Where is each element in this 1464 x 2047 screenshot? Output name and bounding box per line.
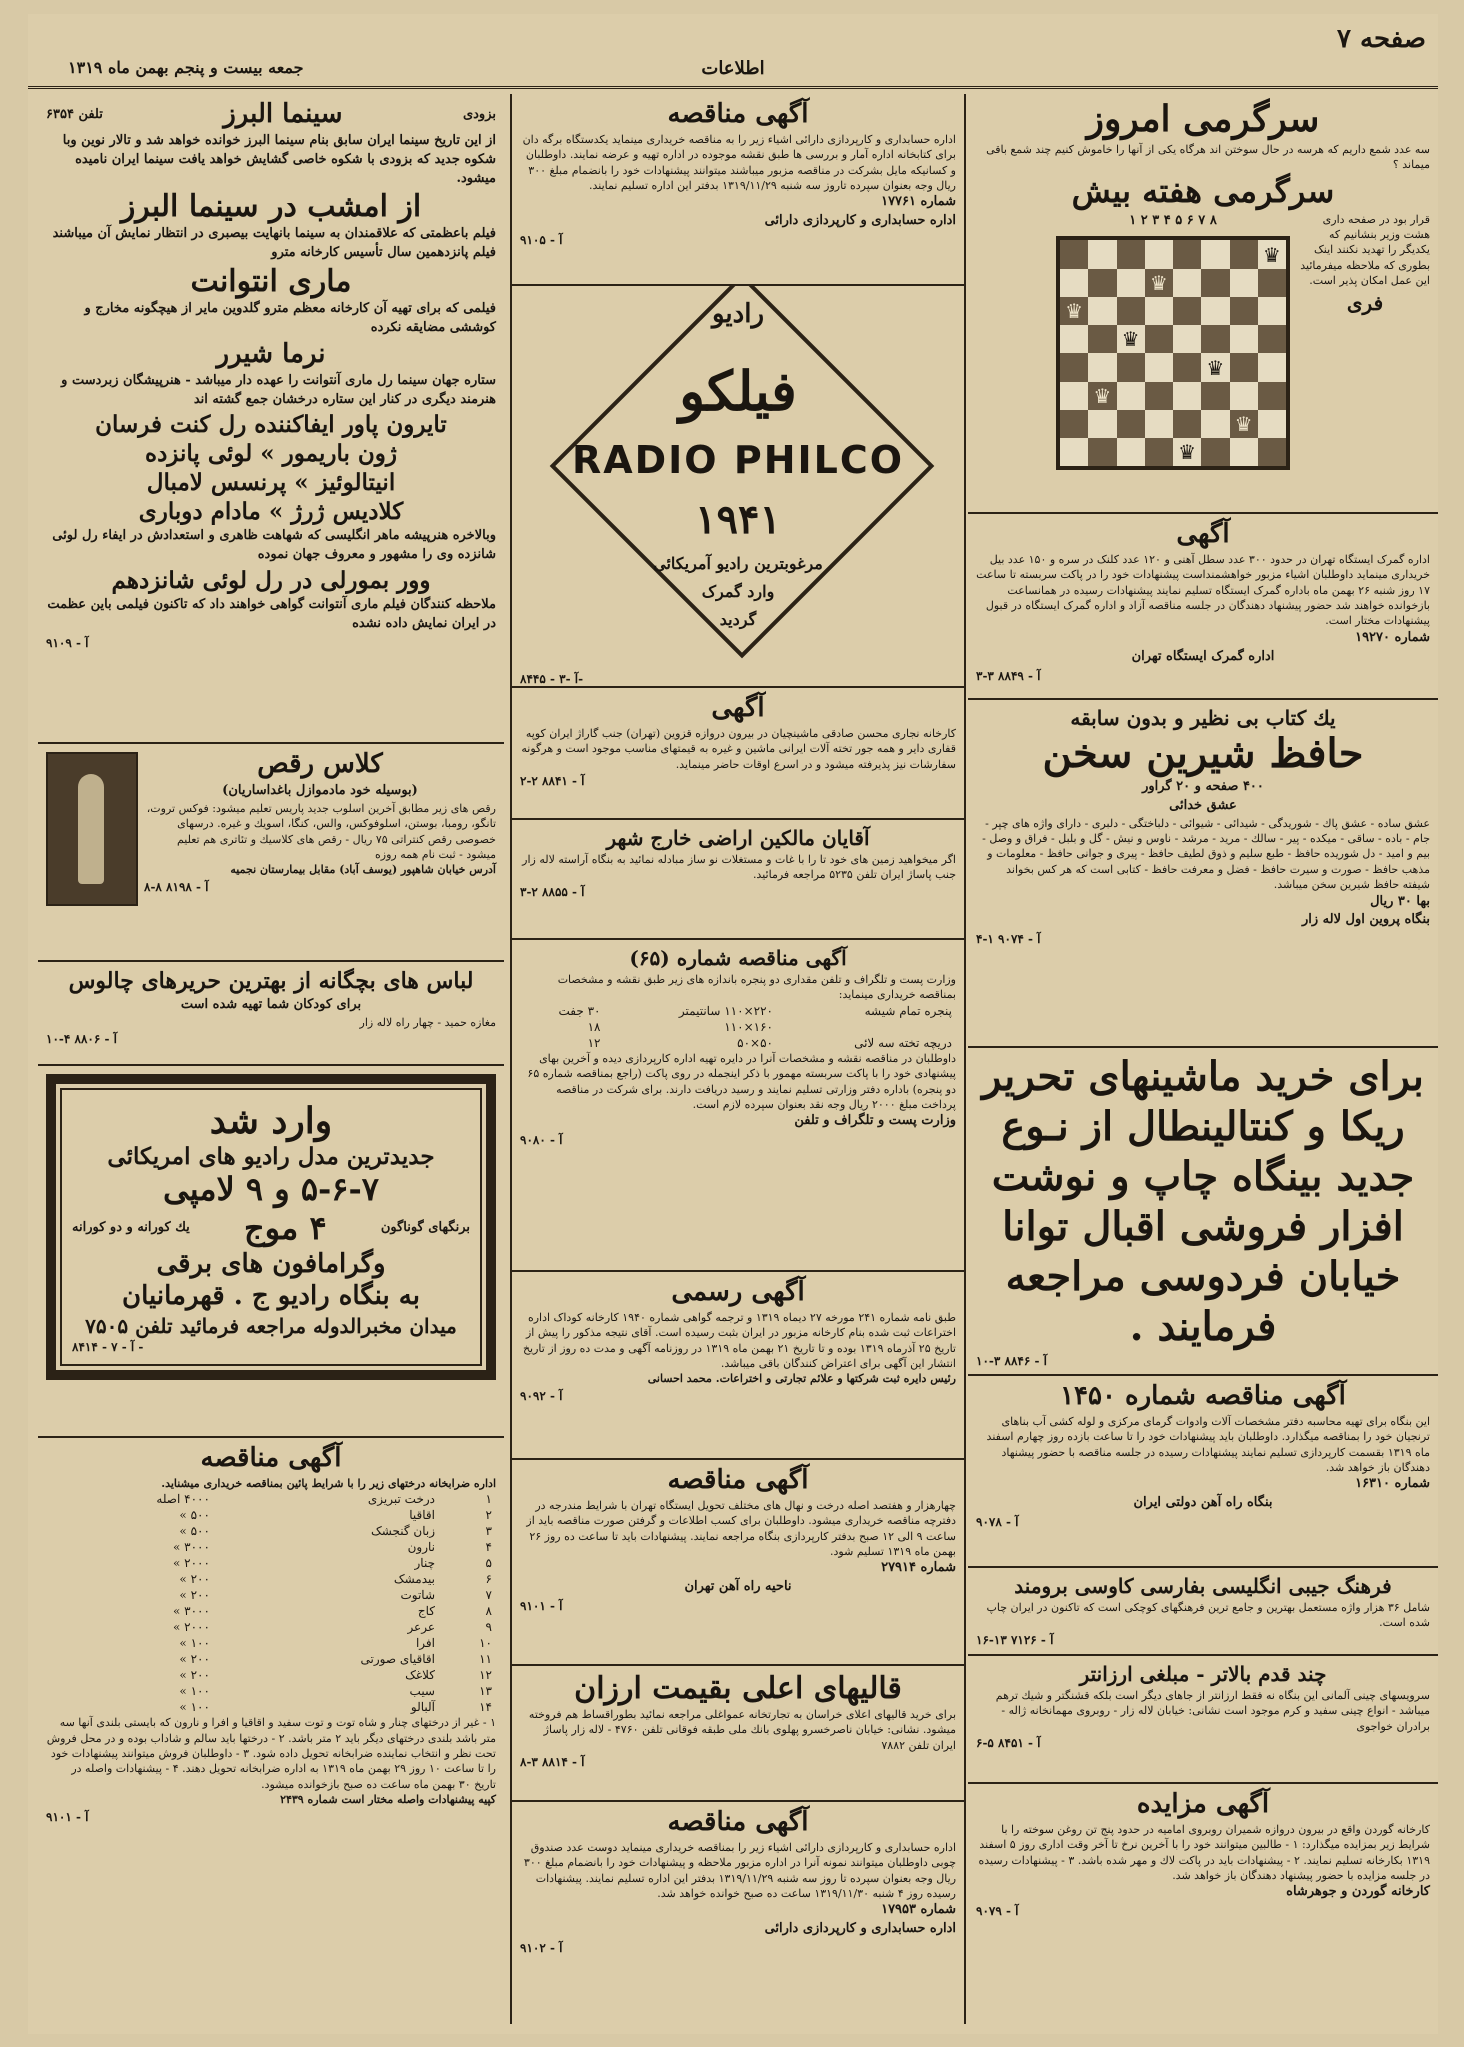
carpet-body: برای خرید قالیهای اعلای خراسان به تجارتخانه عمواغلی مراجعه نمائید بطوراقساط هم فروخته میشود. نشانی: خیابان ناصرخسرو پهلوی بانك ملی طبقه فوقانی تلفن ۴۷۶۰ - لاله زار پاساژ ایران تلفن ۷۸۸۲ [528, 1708, 956, 1752]
table-cell: ۱ [485, 1492, 492, 1507]
cinema-tonight: از امشب در سینما البرز [120, 189, 422, 225]
table-cell: ۱۲ [587, 1035, 601, 1050]
auction-body: کارخانه گوردن واقع در بیرون دروازه شمیران روبروی امامیه در حدود پنج تن روغن سوخته را با شرایط زیر بمزایده میگذارد: ۱ - طالبین میتوانند خود را با آخرین نرخ تا آخر وقت اداری روز ۵ اسفند ۱۳۱۹ بکارخانه تسلیم نمایند. ۲ - پیشنهادات باید در پاکت لاك و مهر شده باشد. ۳ - پیشنهادات رسیده در جلسه مزایده با حضور پیشنهاد دهندگان باز خواهد شد. [978, 1822, 1430, 1883]
chess-square [1201, 325, 1229, 353]
queen-icon: ♛ [1262, 242, 1281, 267]
dance-code: ۸-۸ ۸۱۹۸ - آ [144, 879, 209, 894]
chess-square [1173, 410, 1201, 438]
cinema-star-desc: ستاره جهان سینما رل ماری آنتوانت را عهده دار میباشد - هنرپیشگان زبردست و هنرمند دیگری در کنار این ستاره درخشان جمع گشته اند [61, 372, 496, 407]
table-cell: درخت تبریزی [367, 1492, 435, 1507]
cinema-top-right: بزودی [462, 107, 496, 123]
auction-code: ۹۰۷۹ - آ [976, 1904, 1019, 1919]
tender-1450-heading: آگهی مناقصه شماره ۱۴۵۰ [1060, 1381, 1346, 1411]
radio-ad [38, 1066, 504, 1438]
issue-date: جمعه بیست و پنجم بهمن ماه ۱۳۱۹ [68, 58, 304, 77]
queen-icon: ♛ [1178, 440, 1197, 465]
table-cell: ۱۶۰×۱۱۰ [724, 1019, 773, 1034]
table-cell: ۴۰۰۰ اصله [156, 1492, 210, 1507]
cinema-cast-1: تایرون پاور ایفاکننده رل کنت فرسان [95, 411, 447, 439]
table-cell: نارون [407, 1540, 435, 1555]
chess-square [1230, 382, 1258, 410]
tree-tender-intro: اداره ضرابخانه درختهای زیر را با شرایط پائین بمناقصه خریداری میشناید. [161, 1476, 496, 1490]
puzzle-signature: فری [1346, 290, 1384, 315]
puzzle-question: سه عدد شمع داریم که هرسه در حال سوختن اند هرگاه یکی از آنها را خاموش کنیم چند شمع باقی میماند ؟ [986, 142, 1430, 171]
table-cell: ۲ [485, 1508, 492, 1523]
chess-square [1173, 325, 1201, 353]
chess-square [1145, 353, 1173, 381]
tree-tender-signer: کپیه پیشنهادات واصله مختار است شماره ۲۴۳۹ [280, 1793, 496, 1807]
chess-square [1173, 240, 1201, 268]
finance-tender2-body: اداره حسابداری و کارپردازی دارائی اشیاء زیر را بمناقصه خریداری مینماید دوست عدد صندوق چوبی داوطلبان میتوانند نمونه آنرا در اداره مزبور ملاحظه و پیشنهادات خود را بانضمام مبلغ ۳۰۰ ریال وجه بعنوان سپرده تا روز سه شنبه ۱۳۱۹/۱۱/۲۹ بدفتر این اداره تسلیم نمایند. پیشنهادات رسیده روز ۴ شنبه ۱۳۱۹/۱۱/۳۰ ساعت ده صبح خوانده خواهد شد. [523, 1840, 956, 1901]
china-body: سرویسهای چینی آلمانی این بنگاه نه فقط ارزانتر از جاهای دیگر است بلکه قشنگتر و شیك ترهم میباشد - انواع چینی سفید و کرم موجود است نشانی: خیابان لاله زار - روبروی مهمانخانه ژاله - برادران خواجوی [995, 1689, 1430, 1733]
finance-tender-number: شماره ۱۷۷۶۱ [881, 194, 956, 210]
kids-address: مغازه حمید - چهار راه لاله زار [359, 1015, 496, 1029]
right-column [968, 94, 1438, 2024]
finance-tender-ad [512, 94, 964, 286]
railway-tender-number: شماره ۲۷۹۱۴ [881, 1560, 956, 1576]
book-shop: بنگاه پروین اول لاله زار [1301, 912, 1430, 928]
chess-square [1088, 438, 1116, 466]
radio-ad-frame [46, 1074, 496, 1380]
table-row [46, 1619, 496, 1635]
radio-line5: یك کورانه و دو کورانه [72, 1220, 190, 1236]
chess-square [1201, 269, 1229, 297]
chess-square [1230, 410, 1258, 438]
cinema-cast-4: کلادیس ژرژ » مادام دوباری [138, 498, 404, 526]
cinema-cast-2: ژون باریمور » لوئی پانزده [145, 440, 397, 468]
kids-clothes-ad [38, 962, 504, 1066]
puzzle-subtitle: سرگرمی هفته بیش [1071, 172, 1335, 211]
table-cell: ۱۲ [479, 1668, 492, 1683]
official-body: طبق نامه شماره ۲۴۱ مورخه ۲۷ دیماه ۱۳۱۹ و ترجمه گواهی شماره ۱۹۴۰ کارخانه کوداک اداره اختراعات ثبت شده بنام کارخانه مزبور در ایران بثبت رسیده است. آقای نتیجه مذکور را پیش از تاریخ ۲۵ آذرماه ۱۳۱۹ بوده و تا تاریخ ۲۱ بهمن ماه ۱۳۱۹ در روزنامه آگهی و مدت ده روز از تاریخ انتشار این آگهی برای اعتراض کنندگان باقی میباشد. [522, 1310, 956, 1371]
dance-subtitle: (بوسیله خود مادموازل باغداساریان) [222, 782, 418, 798]
table-row [520, 1019, 956, 1035]
chess-square [1201, 353, 1229, 381]
chess-square [1145, 438, 1173, 466]
chess-square [1201, 240, 1229, 268]
tree-table [46, 1491, 496, 1715]
radio-line2: ۵-۶-۷ و ۹ لامپی [163, 1170, 379, 1209]
auction-signer: کارخانه گوردن و جوهرشاه [1286, 1884, 1430, 1900]
railway-tender-signer: ناحیه راه آهن تهران [684, 1579, 792, 1595]
dictionary-ad [968, 1568, 1438, 1656]
railway-tender-heading: آگهی مناقصه [667, 1465, 809, 1495]
table-row [46, 1683, 496, 1699]
finance-tender-body: اداره حسابداری و کارپردازی دارائی اشیاء زیر را به مناقصه خریداری مینماید یکدستگاه برگه دان برای کتابخانه اداره آمار و بررسی ها طبق نقشه موجوده در اداره تهیه و عرضه نمایند. داوطلبان و کسانیکه مایل بشرکت در مناقصه مزبور میباشند میتوانند پیشنهادات خود را بانضمام مبلغ ۳۰۰ ریال وجه بعنوان سپرده تاروز سه شنبه ۱۳۱۹/۱۱/۲۹ بدفتر این اداره تسلیم نمایند. [522, 132, 956, 193]
customs-number: شماره ۱۹۲۷۰ [1355, 629, 1430, 645]
customs-code: ۳-۳ ۸۸۴۹ - آ [976, 668, 1041, 683]
tree-tender-conditions: ۱ - غیر از درختهای چنار و شاه توت و توت سفید و اقاقیا و افرا و نارون که بایستی بلندی آنها سه متر باشد بلندی درختهای دیگر باید ۲ متر باشد. ۲ - درختها باید سالم و شاداب بوده و در محل فروش تحت نظر و انتخاب نماینده ضرابخانه تحویل داده شود. ۳ - داوطلبان فروش میتوانند پیشنهادات خود را تا ساعت ۱۰ روز ۲۹ بهمن ماه ۱۳۱۹ به اداره ضرابخانه تحویل دهند. ۴ - پیشنهادات واصله در تاریخ ۳۰ بهمن ماه ساعت ده صبح بازخوانده میشود. [46, 1716, 496, 1791]
philco-code: ۸۴۴۵ - آ -۳- [520, 672, 584, 686]
kids-body: برای کودکان شما تهیه شده است [180, 997, 362, 1012]
radio-line8: میدان مخبرالدوله مراجعه فرمائید تلفن ۷۵۰۵ [85, 1314, 457, 1339]
table-row [46, 1667, 496, 1683]
chess-square [1201, 297, 1229, 325]
post-tender-signer: وزارت پست و تلگراف و تلفن [794, 1113, 956, 1129]
kids-title: لباس های بچگانه از بهترین حریرهای چالوس [68, 968, 474, 994]
chess-square [1173, 353, 1201, 381]
table-cell: ۳۰۰۰ » [172, 1540, 210, 1555]
radio-line3: برنگهای گوناگون [380, 1220, 470, 1236]
philco-ad [512, 286, 964, 688]
cinema-header [46, 98, 496, 132]
dancer-illustration [46, 752, 138, 906]
chess-square [1060, 438, 1088, 466]
table-row [520, 1003, 956, 1019]
table-cell: بیدمشک [393, 1572, 435, 1587]
cinema-star: نرما شیرر [216, 338, 326, 369]
table-cell: ۵۰۰ » [179, 1524, 210, 1539]
cinema-name: سینما البرز [223, 99, 343, 129]
finance-tender-heading: آگهی مناقصه [667, 99, 809, 129]
chess-square [1258, 240, 1286, 268]
table-cell: ۴ [485, 1540, 492, 1555]
table-row [46, 1555, 496, 1571]
table-row [46, 1571, 496, 1587]
finance-tender-signer: اداره حسابداری و کارپردازی دارائی [764, 213, 956, 229]
masthead [28, 14, 1438, 89]
tree-tender-code: ۹۱۰۱ - آ [46, 1809, 89, 1824]
cinema-note: ملاحظه کنندگان فیلم ماری آنتوانت گواهی خواهند داد که تاکنون فیلمی باین عظمت در ایران نمایش داده نشده [47, 597, 496, 631]
radio-bands-row [72, 1209, 470, 1248]
puzzle-side-text: قرار بود در صفحه داری هشت وزیر بنشانیم که یکدیگر را تهدید نکنند اینک بطوری که ملاحظه میفرمائید این عمل امکان پذیر است. [1300, 212, 1430, 288]
chess-square [1201, 410, 1229, 438]
book-subtitle: عشق خدائی [1169, 797, 1237, 813]
railway-tender-ad [512, 1460, 964, 1666]
carpet-title: قالیهای اعلی بقیمت ارزان [574, 1671, 902, 1706]
queen-icon: ♛ [1065, 299, 1084, 324]
cinema-code: ۹۱۰۹ - آ [46, 635, 89, 650]
chess-square [1088, 382, 1116, 410]
chess-square [1060, 240, 1088, 268]
table-row [46, 1507, 496, 1523]
queen-icon: ♛ [1234, 412, 1253, 437]
chess-square [1258, 353, 1286, 381]
railway-tender-body: چهارهزار و هفتصد اصله درخت و نهال های مختلف تحویل ایستگاه تهران با شرایط مندرجه در دفترچه مناقصه خریداری میشود. داوطلبان برای کسب اطلاعات و گرفتن صورت مناقصه باید از ساعت ۹ الی ۱۲ صبح بدفتر کارپردازی بنگاه مراجعه نمایند. پیشنهادات باید تا ساعت ده روز ۲۶ بهمن ماه ۱۳۱۹ تسلیم شود. [526, 1498, 956, 1559]
book-price: بها ۳۰ ریال [1370, 893, 1430, 909]
chess-square [1258, 325, 1286, 353]
chess-square [1145, 382, 1173, 410]
table-cell: ۱۴ [479, 1700, 492, 1715]
table-cell [777, 1019, 956, 1035]
tender-1450-ad [968, 1376, 1438, 1568]
chess-square [1201, 438, 1229, 466]
chess-square [1060, 353, 1088, 381]
cinema-film-intro: فیلم باعظمتی که علاقمندان به سینما بانهایت بیصبری در انتظار نمایش آن میباشند فیلم پانزدهمین سال تأسیس کارخانه مترو [52, 226, 496, 261]
cinema-intro: از این تاریخ سینما ایران سابق بنام سینما البرز خوانده خواهد شد و تالار نوین وبا شکوه جدید که بزودی با شکوه خاصی گشایش خواهد یافت سینما ایران نامیده میشود. [62, 132, 496, 186]
workshop-heading: آگهی [711, 693, 765, 723]
chess-square [1088, 353, 1116, 381]
finance-tender2-signer: اداره حسابداری و کارپردازی دارائی [764, 1921, 956, 1937]
chess-square [1117, 240, 1145, 268]
chess-square [1173, 269, 1201, 297]
chess-square [1145, 325, 1173, 353]
table-cell: ۱۰ [479, 1636, 492, 1651]
table-row [46, 1699, 496, 1715]
chess-square [1117, 269, 1145, 297]
table-row [46, 1635, 496, 1651]
tree-tender-heading: آگهی مناقصه [200, 1443, 342, 1473]
chess-square [1117, 410, 1145, 438]
china-title: چند قدم بالاتر - مبلغی ارزانتر [1079, 1662, 1327, 1686]
cinema-outro: وبالاخره هنرپیشه ماهر انگلیسی که شهاهت ظاهری و استعدادش در ایفاء رل لوئی شانزده وی را مشهور و معروف جهان نموده [52, 528, 496, 563]
customs-signer: اداره گمرک ایستگاه تهران [1131, 648, 1275, 664]
table-cell: ۵۰۰ » [179, 1508, 210, 1523]
table-cell: اقاقیای صورتی [360, 1652, 435, 1667]
cinema-last-star: وور بمورلی در رل لوئی شانزدهم [111, 567, 431, 595]
table-cell: کلاغک [405, 1668, 435, 1683]
chess-square [1230, 297, 1258, 325]
post-tender-heading: آگهی مناقصه شماره (۶۵) [629, 946, 847, 970]
chess-square [1060, 297, 1088, 325]
table-cell: ۲۰۰۰ » [172, 1620, 210, 1635]
chess-square [1258, 297, 1286, 325]
workshop-body: کارخانه نجاری محسن صادقی ماشینچیان در بیرون دروازه قزوین (تهران) جنب گاراژ ایران کوپه قفاری دایر و همه جور تخته آلات ایرانی ماشین و غیره به قیمتهای مناسب موجود است و هرگونه سفارشات نیز پذیرفته میشود و در اسرع اوقات حاضر مینماید. [521, 726, 956, 771]
cinema-phone: تلفن ۶۳۵۴ [46, 107, 103, 123]
queen-icon: ♛ [1149, 270, 1168, 295]
puzzle-explanation [1300, 212, 1430, 317]
table-row [46, 1603, 496, 1619]
philco-top: رادیو [711, 299, 765, 329]
table-cell: آلبالو [410, 1700, 435, 1715]
table-cell: ۵ [485, 1556, 492, 1571]
radio-line1: جدیدترین مدل رادیو های امریکائی [107, 1142, 435, 1170]
chess-square [1230, 269, 1258, 297]
philco-year: ۱۹۴۱ [695, 496, 781, 543]
landowners-ad [512, 820, 964, 940]
book-body: عشق ساده - عشق پاك - شوریدگی - شیدائی - شیوائی - دلباختگی - دلبری - دارای واژه های چپر - جام - باده - ساقی - میکده - پیر - سالك - مرید - مرشد - ناوس و نیش - گل و بلبل - فراق و وصل - بیم و امید - دل شوریده حافظ - طبع سلیم و ذوق لطیف حافظ - پیری و جوانی حافظ - معلومات و مذهب حافظ - صورت و سیرت حافظ - فضل و معرفت حافظ - کتابی است که هر کس بخواند شیفته حافظ شیرین سخن میباشد. [982, 816, 1430, 892]
book-ad [968, 700, 1438, 1048]
chess-square [1258, 438, 1286, 466]
dictionary-code: ۱۶-۱۳ ۷۱۲۶ - آ [976, 1632, 1054, 1647]
table-cell: ۱۰۰ » [179, 1684, 210, 1699]
newspaper-page [28, 14, 1438, 2034]
cinema-ad [38, 94, 504, 744]
table-cell: ۲۲۰×۱۱۰ سانتیمتر [678, 1003, 773, 1018]
table-cell: شاتوت [400, 1588, 435, 1603]
chess-square [1117, 382, 1145, 410]
book-title: حافظ شیرین سخن [1042, 730, 1364, 777]
post-tender-table [520, 1003, 956, 1051]
book-pages: ۴۰۰ صفحه و ۲۰ گراور [1142, 779, 1264, 794]
cinema-cast-3: انیتالوئیز » پرنسس لامبال [146, 469, 396, 497]
dance-title: کلاس رقص [257, 749, 383, 779]
chess-square [1060, 269, 1088, 297]
tender-1450-body: این بنگاه برای تهیه محاسبه دفتر مشخصات آلات وادوات گرمای مرکزی و لوله کشی آب بناهای ترنجیان خود را بمناقصه میگذارد. داوطلبان باید پیشنهادات خود را تا ساعت بازده روز چهارم اسفند ماه ۱۳۱۹ بقسمت کارپردازی تسلیم نمایند پیشنهادات رسیده در جلسه مناقصه با حضور پیشنهاد دهندگان باز خواهد شد. [986, 1414, 1430, 1475]
table-row [46, 1523, 496, 1539]
finance-tender2-code: ۹۱۰۲ - آ [520, 1941, 563, 1956]
table-cell: ۲۰۰۰ » [172, 1556, 210, 1571]
philco-line2: وارد گمرک [701, 582, 775, 601]
queen-icon: ♛ [1206, 355, 1225, 380]
philco-line3: گردید [719, 610, 757, 629]
auction-ad [968, 1784, 1438, 2024]
tender-1450-number: شماره ۱۶۳۱۰ [1355, 1476, 1430, 1492]
customs-ad [968, 514, 1438, 700]
table-row [46, 1539, 496, 1555]
table-cell: ۳ [485, 1524, 492, 1539]
table-cell: زبان گنجشک [371, 1524, 435, 1539]
left-column [38, 94, 504, 2024]
book-intro: یك کتاب بی نظیر و بدون سابقه [1070, 706, 1336, 730]
chess-square [1117, 325, 1145, 353]
cinema-film-desc: فیلمی که برای تهیه آن کارخانه معظم مترو گلدوین مایر از هیچگونه مخارج و کوششی مضایقه نکرده [84, 301, 496, 335]
table-cell: ۱۱ [479, 1652, 492, 1667]
chess-square [1088, 297, 1116, 325]
dance-body: رقص های زیر مطابق آخرین اسلوب جدید پاریس تعلیم میشود: فوکس تروت، تانگو، رومبا، بوستن، اسلوفوکس، والس، کنگا، اسویك و غیره. درسهای خصوصی رقص کنتراتی ۷۵ ریال - رقص های کلاسیك و تئاتری هم تعلیم میشود - ثبت نام همه روزه [146, 801, 496, 861]
finance-tender2-number: شماره ۱۷۹۵۳ [881, 1902, 956, 1918]
chess-square [1060, 410, 1088, 438]
auction-heading: آگهی مزایده [1136, 1789, 1270, 1819]
tree-tender-ad [38, 1438, 504, 2022]
table-row [46, 1587, 496, 1603]
official-code: ۹۰۹۲ - آ [520, 1388, 563, 1403]
chess-square [1060, 325, 1088, 353]
workshop-ad [512, 688, 964, 820]
finance-tender2-ad [512, 1802, 964, 2024]
dance-ad [38, 744, 504, 962]
finance-tender2-heading: آگهی مناقصه [667, 1807, 809, 1837]
dictionary-title: فرهنگ جیبی انگلیسی بفارسی کاوسی برومند [1014, 1574, 1392, 1598]
chess-square [1117, 438, 1145, 466]
table-cell: عرعر [407, 1620, 435, 1635]
carpet-ad [512, 1666, 964, 1802]
table-row [46, 1651, 496, 1667]
landowners-code: ۳-۲ ۸۸۵۵ - آ [520, 884, 585, 899]
table-row [46, 1491, 496, 1507]
table-cell: ۶ [485, 1572, 492, 1587]
landowners-body: اگر میخواهید زمین های خود تا را با غات و مستغلات نو ساز مبادله نمائید به بنگاه آراسته لاله زار جنب پاساژ ایران تلفن ۵۲۳۵ مراجعه فرمائید. [522, 853, 956, 882]
table-cell: ۲۰۰ » [179, 1572, 210, 1587]
customs-body: اداره گمرک ایستگاه تهران در حدود ۳۰۰ عدد سطل آهنی و ۱۲۰ عدد کلنک در سره و ۱۵۰ عدد بیل خریداری مینماید داوطلبان اشیاء مزبور خواهشمنداست پیشنهادات خود را در پاکت سربسته تا ساعت ۱۷ روز شنبه ۲۶ بهمن ماه باداره گمرک ایستگاه تسلیم نمایند پیشنهادات رسیده در همانساعت بازخوانده خواهند شد حضور پیشنهاد دهندگان در جلسه مناقصه آزاد و اداره گمرک ایستگاه در قبول پیشنهادات مختار است. [976, 552, 1430, 628]
radio-title: وارد شد [209, 1100, 333, 1142]
post-tender-code: ۹۰۸۰ - آ [520, 1133, 563, 1148]
chess-board [1056, 236, 1290, 470]
radio-line7: به بنگاه رادیو ج . قهرمانیان [122, 1281, 420, 1312]
china-ad [968, 1656, 1438, 1784]
railway-tender-code: ۹۱۰۱ - آ [520, 1599, 563, 1614]
chess-square [1173, 438, 1201, 466]
queen-icon: ♛ [1121, 327, 1140, 352]
chess-square [1088, 269, 1116, 297]
tender-1450-signer: بنگاه راه آهن دولتی ایران [1133, 1495, 1273, 1511]
radio-line6: وگرامافون های برقی [156, 1249, 386, 1280]
post-tender-body: وزارت پست و تلگراف و تلفن مقداری دو پنجره باندازه های زیر طبق نقشه و مشخصات بمناقصه خریداری مینماید: [557, 973, 956, 1002]
dictionary-body: شامل ۳۶ هزار واژه مستعمل بهترین و جامع ترین فرهنگهای کوچکی است که تاکنون در ایران چاپ شده است. [986, 1601, 1430, 1630]
chess-square [1173, 382, 1201, 410]
typewriter-ad [968, 1048, 1438, 1376]
page-number: صفحه ۷ [1337, 24, 1426, 54]
table-cell: اقاقیا [409, 1508, 435, 1523]
table-cell: چنار [414, 1556, 435, 1571]
post-tender-body2: داوطلبان در مناقصه نقشه و مشخصات آنرا در دایره تهیه اداره کارپردازی دیده و آخرین بهای پیشنهادی خود را با پاکت سربسته مهمور با ذکر اینجمله در روی پاکت (راجع بمناقصه شماره ۶۵ دو پنجره) باداره دفتر وزارتی تسلیم نمایند و رسید دریافت دارند. برای شرکت در مناقصه پرداخت مبلغ ۲۰۰۰ ریال وجه نقد بعنوان سپرده لازم است. [527, 1051, 956, 1111]
chess-square [1201, 382, 1229, 410]
chess-square [1230, 438, 1258, 466]
chess-square [1145, 297, 1173, 325]
philco-diamond-frame [520, 290, 956, 670]
table-cell: کاج [417, 1604, 435, 1619]
puzzle-title: سرگرمی امروز [1086, 98, 1320, 140]
chess-square [1258, 382, 1286, 410]
table-cell: ۲۰۰ » [179, 1668, 210, 1683]
chess-square [1088, 325, 1116, 353]
chess-square [1117, 353, 1145, 381]
chess-square [1173, 297, 1201, 325]
china-code: ۶-۵ ۸۴۵۱ - آ [976, 1736, 1041, 1751]
typewriter-text: برای خرید ماشینهای تحریر ریکا و کنتالینطال از نـوع جدید بینگاه چاپ و نوشت افزار فروشی اقبال توانا خیابان فردوسی مراجعه فرمایند . [982, 1053, 1424, 1350]
chess-square [1145, 269, 1173, 297]
book-code: ۴-۱ ۹۰۷۴ - آ [976, 932, 1041, 947]
table-cell: ۸ [485, 1604, 492, 1619]
table-cell: ۳۰۰۰ » [172, 1604, 210, 1619]
table-cell: ۱۰۰ » [179, 1700, 210, 1715]
official-heading: آگهی رسمی [671, 1277, 805, 1307]
table-cell: ۲۰۰ » [179, 1652, 210, 1667]
cinema-film: ماری انتوانت [190, 264, 352, 300]
chess-square [1145, 410, 1173, 438]
puzzle-box [968, 94, 1438, 514]
table-cell: ۱۸ [587, 1019, 601, 1034]
chess-square [1258, 269, 1286, 297]
table-cell: ۷ [485, 1588, 492, 1603]
chess-square [1230, 240, 1258, 268]
philco-line1: مرغوبترین رادیو آمریکائی [653, 554, 823, 573]
chess-square [1230, 325, 1258, 353]
tender-1450-code: ۹۰۷۸ - آ [976, 1515, 1019, 1530]
newspaper-title: اطلاعات [701, 58, 765, 79]
chess-square [1145, 240, 1173, 268]
chess-square [1088, 240, 1116, 268]
table-cell: ۳۰ جفت [558, 1003, 601, 1018]
chess-file-labels: ۸ ۷ ۶ ۵ ۴ ۳ ۲ ۱ [1129, 212, 1217, 228]
table-cell: دریچه تخته سه لائی [854, 1035, 952, 1050]
radio-line4: ۴ موج [243, 1209, 327, 1248]
post-tender-ad [512, 940, 964, 1272]
chess-square [1117, 297, 1145, 325]
official-ad [512, 1272, 964, 1460]
workshop-code: ۲-۲ ۸۸۴۱ - آ [520, 774, 585, 789]
table-cell: ۱۳ [479, 1684, 492, 1699]
customs-heading: آگهی [1176, 519, 1230, 549]
queen-icon: ♛ [1093, 383, 1112, 408]
dance-address: آدرس خیابان شاهپور (یوسف آباد) مقابل بیمارستان نجمیه [230, 863, 496, 877]
middle-column [510, 94, 966, 2024]
typewriter-code: ۱۰-۳ ۸۸۴۶ - آ [976, 1354, 1047, 1368]
table-cell: پنجره تمام شیشه [864, 1003, 952, 1018]
chess-square [1258, 410, 1286, 438]
table-cell: ۵۰×۵۰ [737, 1035, 773, 1050]
radio-code: ۸۴۱۴ - آ - ۷ - [72, 1340, 144, 1355]
table-cell: ۹ [485, 1620, 492, 1635]
philco-brand-en: RADIO PHILCO [571, 438, 905, 482]
chess-square [1230, 353, 1258, 381]
table-cell: سیب [409, 1684, 435, 1699]
table-cell: ۱۰۰ » [179, 1636, 210, 1651]
chess-diagram [1056, 212, 1290, 471]
finance-tender-code: ۹۱۰۵ - آ [520, 233, 563, 248]
chess-square [1088, 410, 1116, 438]
table-cell: افرا [415, 1636, 435, 1651]
kids-code: ۱۰-۴ ۸۸۰۶ - آ [46, 1032, 117, 1047]
table-cell: ۲۰۰ » [179, 1588, 210, 1603]
table-row [520, 1035, 956, 1051]
philco-brand-fa: فیلکو [679, 359, 797, 423]
chess-square [1060, 382, 1088, 410]
official-signer: رئیس دایره ثبت شرکتها و علائم تجارتی و اختراعات. محمد احسانی [647, 1372, 956, 1386]
landowners-heading: آقایان مالکین اراضی خارج شهر [606, 826, 870, 850]
carpet-code: ۸-۳ ۸۸۱۴ - آ [520, 1755, 585, 1770]
